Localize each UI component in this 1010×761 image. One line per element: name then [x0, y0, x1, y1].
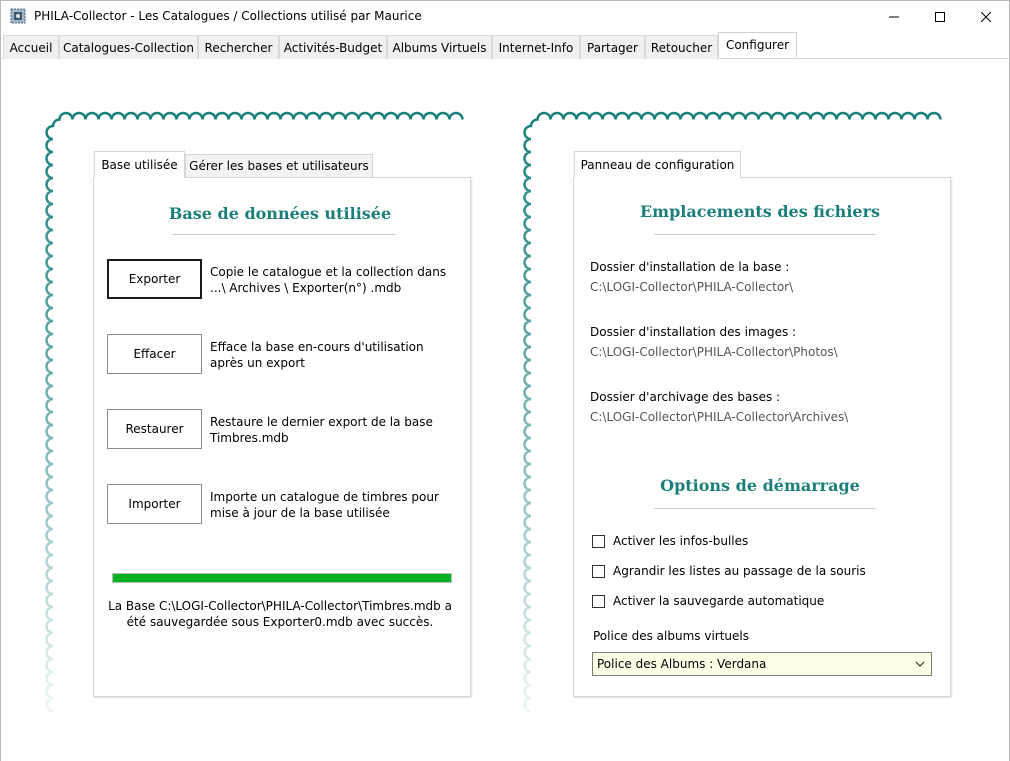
checkbox-infos-bulles[interactable] — [592, 535, 605, 548]
option-agrandir-listes[interactable] — [592, 564, 866, 578]
left-inner-tabs — [94, 151, 394, 177]
location-path-archives: C:\LOGI-Collector\PHILA-Collector\Archives\ — [590, 410, 849, 424]
importer-button[interactable]: Importer — [107, 484, 202, 524]
export-progress-fill — [113, 574, 451, 582]
tab-partager[interactable]: Partager — [580, 35, 645, 59]
right-inner-tabs — [574, 151, 774, 177]
startup-title-rule — [654, 508, 876, 509]
option-sauvegarde-auto[interactable] — [592, 594, 824, 608]
maximize-button[interactable] — [917, 1, 963, 32]
location-path-base: C:\LOGI-Collector\PHILA-Collector\ — [590, 280, 794, 294]
tab-accueil[interactable]: Accueil — [3, 35, 59, 59]
effacer-button[interactable]: Effacer — [107, 334, 202, 374]
location-label-images: Dossier d'installation des images : — [590, 325, 797, 339]
tab-retoucher[interactable]: Retoucher — [645, 35, 718, 59]
importer-description: Importe un catalogue de timbres pour mise à jour de la base utilisée — [210, 490, 439, 520]
files-title-rule — [654, 234, 876, 235]
minimize-button[interactable] — [871, 1, 917, 32]
restaurer-description: Restaure le dernier export de la base Timbres.mdb — [210, 415, 433, 445]
album-font-select[interactable] — [592, 652, 932, 676]
effacer-description: Efface la base en-cours d'utilisation après un export — [210, 340, 424, 370]
base-title-rule — [172, 234, 396, 235]
status-message — [94, 598, 466, 630]
close-button[interactable] — [963, 1, 1009, 32]
status-line-1: La Base C:\LOGI-Collector\PHILA-Collector\Timbres.mdb a — [108, 599, 452, 613]
export-progress-bar — [112, 573, 452, 583]
left-panel — [93, 177, 471, 697]
files-title: Emplacements des fichiers — [639, 202, 881, 221]
base-title: Base de données utilisée — [168, 204, 392, 223]
option-agrandir-listes-label: Agrandir les listes au passage de la souris — [613, 564, 866, 578]
restaurer-button[interactable]: Restaurer — [107, 409, 202, 449]
startup-title: Options de démarrage — [660, 476, 860, 495]
album-font-select-value: Police des Albums : Verdana — [597, 657, 767, 671]
option-infos-bulles-label: Activer les infos-bulles — [613, 534, 749, 548]
status-line-2: été sauvegardée sous Exporter0.mdb avec succès. — [126, 615, 434, 629]
tab-internet-info[interactable]: Internet-Info — [492, 35, 580, 59]
configurer-content — [1, 59, 1009, 761]
window-title: PHILA-Collector - Les Catalogues / Collections utilisé par Maurice — [34, 9, 422, 23]
tab-configurer[interactable]: Configurer — [718, 32, 797, 57]
tab-gerer-bases[interactable]: Gérer les bases et utilisateurs — [185, 154, 373, 177]
tab-activites-budget[interactable]: Activités-Budget — [279, 35, 387, 59]
maximize-icon — [935, 12, 945, 22]
tab-rechercher[interactable]: Rechercher — [198, 35, 279, 59]
right-panel — [573, 177, 951, 697]
title-bar[interactable] — [1, 1, 1009, 32]
tab-base-utilisee[interactable]: Base utilisée — [94, 151, 185, 178]
exporter-button[interactable]: Exporter — [107, 259, 202, 299]
main-tab-bar — [1, 35, 1009, 59]
location-path-images: C:\LOGI-Collector\PHILA-Collector\Photos\ — [590, 345, 838, 359]
font-select-label: Police des albums virtuels — [593, 629, 749, 643]
chevron-down-icon — [915, 660, 925, 668]
tab-catalogues-collection[interactable]: Catalogues-Collection — [59, 35, 198, 59]
tab-panneau-configuration[interactable]: Panneau de configuration — [574, 151, 741, 178]
minimize-icon — [889, 12, 899, 22]
checkbox-sauvegarde-auto[interactable] — [592, 595, 605, 608]
close-icon — [981, 12, 991, 22]
exporter-description: Copie le catalogue et la collection dans ...\ Archives \ Exporter(n°) .mdb — [210, 265, 447, 295]
checkbox-agrandir-listes[interactable] — [592, 565, 605, 578]
option-sauvegarde-auto-label: Activer la sauvegarde automatique — [613, 594, 825, 608]
location-label-archives: Dossier d'archivage des bases : — [590, 390, 781, 404]
tab-albums-virtuels[interactable]: Albums Virtuels — [387, 35, 492, 59]
option-infos-bulles[interactable] — [592, 534, 748, 548]
location-label-base: Dossier d'installation de la base : — [590, 260, 790, 274]
app-logo-icon — [10, 8, 26, 24]
